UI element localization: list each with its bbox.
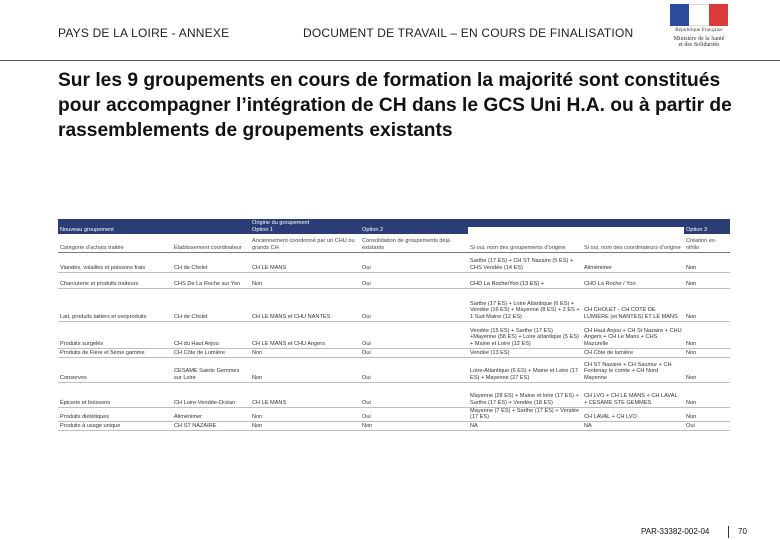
table-cell: Non — [360, 421, 468, 430]
logo-republic-text: République Française — [675, 28, 723, 33]
table-new-group-header: Nouveau groupement — [58, 227, 172, 234]
table-cell: Oui — [360, 272, 468, 288]
table-row — [58, 421, 730, 430]
table-cell: NA — [468, 421, 582, 430]
table-row — [58, 252, 730, 272]
table-cell: Non — [684, 407, 730, 421]
logo-ministry-line2: et des Solidarités — [678, 42, 720, 48]
table-cell: Oui — [360, 382, 468, 407]
table-cell: Vendée (15 ES) + Sarthe (17 ES) +Mayenne (58 ES) + Loire atlantique (5 ES) + Maine et Loire (12 ES) — [468, 321, 582, 348]
page-number: 70 — [738, 527, 747, 536]
table-cell: CH Loire-Vendée-Océan — [172, 382, 250, 407]
table-option-3: Option 3 — [684, 227, 730, 234]
col-header: Création ex-nihilo — [684, 234, 730, 252]
col-header: Anciennement coordonné par un CHU ou grands CH — [250, 234, 360, 252]
table-option-1: Option 1 — [250, 227, 360, 234]
table-cell: Vendée (13 ES) — [468, 348, 582, 357]
table-cell: Oui — [360, 321, 468, 348]
table-opt-blank-2 — [582, 227, 684, 234]
header-status-label: DOCUMENT DE TRAVAIL – EN COURS DE FINALISATION — [303, 26, 634, 40]
footer-divider — [728, 526, 729, 538]
table-row — [58, 357, 730, 382]
table-row — [58, 321, 730, 348]
table-cell: CH LE MANS — [250, 382, 360, 407]
table-cell: Aliménimer — [582, 252, 684, 272]
table-row — [58, 272, 730, 288]
table-row — [58, 407, 730, 421]
table-cell: CH LAVAL + CH LVO — [582, 407, 684, 421]
table-cell: Produits surgelés — [58, 321, 172, 348]
table-cell: Non — [250, 421, 360, 430]
header-left-label: PAYS DE LA LOIRE - ANNEXE — [58, 26, 230, 40]
table-cell: CH LE MANS et CHU NANTES — [250, 288, 360, 321]
ministry-logo — [667, 4, 731, 58]
table-cell: Charcuterie et produits traiteurs — [58, 272, 172, 288]
col-header: Si oui, nom des coordinateurs d’origine — [582, 234, 684, 252]
table-cell: Oui — [360, 407, 468, 421]
table-cell: NA — [582, 421, 684, 430]
table-top-left — [58, 219, 250, 227]
table-opt-blank-1 — [468, 227, 582, 234]
table-cell: Mayenne (28 ES) + Maine et loire (17 ES) + Sarthe (17 ES) + Vendée (18 ES) — [468, 382, 582, 407]
table-cell: Non — [250, 272, 360, 288]
table-cell: CESAME Sainte Gemmes sur Loire — [172, 357, 250, 382]
table-cell: CH LE MANS et CHU Angers — [250, 321, 360, 348]
table-cell: Non — [250, 407, 360, 421]
table-cell: Sarthe (17 ES) + Loire Atlantique (6 ES) + Vendée (16 ES) + Mayenne (8 ES) + 2 ES + 1 Sud Maine (12 ES) — [468, 288, 582, 321]
table-cell: Oui — [360, 252, 468, 272]
table-group-header: Origine du groupement — [250, 219, 730, 227]
table-cell: Oui — [360, 357, 468, 382]
table-cell: Épicerie et boissons — [58, 382, 172, 407]
table-cell: Non — [684, 321, 730, 348]
col-header: Établissement coordinateur — [172, 234, 250, 252]
table-cell: CH Côte de Lumière — [172, 348, 250, 357]
table-cell: Loire-Atlantique (6 ES) + Maine et Loire (17 ES) + Mayenne (27 ES) — [468, 357, 582, 382]
logo-ministry-line1: Ministère de la Santé — [673, 36, 725, 42]
table-cell: CH de Cholet — [172, 252, 250, 272]
table-cell: Non — [684, 348, 730, 357]
table-cell: Aliménimer — [172, 407, 250, 421]
document-reference: PAR-33382-002-04 — [641, 527, 710, 536]
col-header: Si oui, nom des groupements d’origine — [468, 234, 582, 252]
table-column-headers — [58, 234, 730, 252]
table-cell: Non — [684, 382, 730, 407]
table-cell: CH LVO + CH LE MANS + CH LAVAL + CESAME STE GEMMES — [582, 382, 684, 407]
table-cell: CH ST NAZAIRE — [172, 421, 250, 430]
table-cell: CH du Haut Anjou — [172, 321, 250, 348]
table-cell: CH Côte de lumière — [582, 348, 684, 357]
table-cell: CHD La Roche / Yon — [582, 272, 684, 288]
table-cell: CH CHOLET - CH COTE DE LUMIERE (et NANTES) ET LE MANS — [582, 288, 684, 321]
table-cell: Oui — [360, 288, 468, 321]
table-cell: Oui — [684, 421, 730, 430]
table-cell: Viandes, volailles et poissons frais — [58, 252, 172, 272]
table-cell: Lait, produits laitiers et ovoproduits — [58, 288, 172, 321]
table-cell: CHS De La Roche sur Yon — [172, 272, 250, 288]
table-row — [58, 288, 730, 321]
table-opt-empty — [172, 227, 250, 234]
table-cell: CH LE MANS — [250, 252, 360, 272]
slide-title: Sur les 9 groupements en cours de formation la majorité sont constitués pour accompagner l’intégration de CH dans le GCS Uni H.A. ou à partir de rassemblements de groupements existants — [58, 70, 732, 141]
table-cell: Sarthe (17 ES) + CH ST Nazaire (5 ES) + CHS Vendée (14 ES) — [468, 252, 582, 272]
table-cell: CH Haut Anjou + CH St Nazaire + CHU Angers + CH Le Mans + CHS Mazurelle — [582, 321, 684, 348]
table-cell: CH de Cholet — [172, 288, 250, 321]
table-cell: Mayenne (7 ES) + Sarthe (17 ES) + Vendée (17 ES) — [468, 407, 582, 421]
table-cell: Non — [684, 357, 730, 382]
col-header: Consolidation de groupements déjà existants — [360, 234, 468, 252]
table-cell: CH ST Nazaire + CH Saumur + CH Fontenay le comte + CH Nord Mayenne — [582, 357, 684, 382]
table-cell: Non — [250, 348, 360, 357]
table-cell: Produits à usage unique — [58, 421, 172, 430]
table-option-2: Option 2 — [360, 227, 468, 234]
table-cell: Non — [684, 288, 730, 321]
table-cell: Produits diététiques — [58, 407, 172, 421]
table-cell: Non — [250, 357, 360, 382]
groupements-table — [58, 219, 730, 431]
col-header: Catégorie d’achats traitée — [58, 234, 172, 252]
table-cell: Produits de Fière et 5ème gamme — [58, 348, 172, 357]
marianne-flag-icon — [670, 4, 728, 26]
table-row — [58, 348, 730, 357]
table-cell: CHD La Roche/Yon (13 ES) + — [468, 272, 582, 288]
logo-ministry-text — [667, 36, 731, 48]
table-cell: Non — [684, 252, 730, 272]
table-cell: Conserves — [58, 357, 172, 382]
table-cell: Oui — [360, 348, 468, 357]
header-divider — [0, 60, 780, 61]
table-cell: Non — [684, 272, 730, 288]
table-row — [58, 382, 730, 407]
